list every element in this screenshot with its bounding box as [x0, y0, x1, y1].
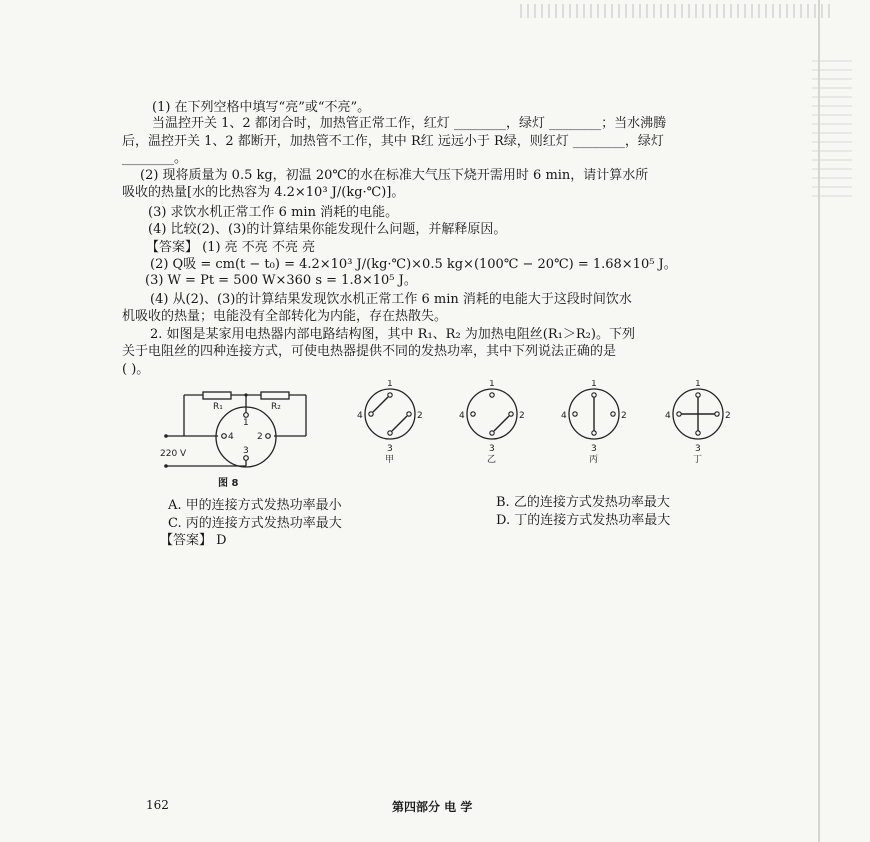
resistor-r2: [261, 392, 289, 399]
svg-text:4: 4: [561, 411, 567, 421]
svg-text:4: 4: [459, 411, 465, 421]
r2-label: R₂: [271, 402, 281, 412]
terminal-4-label: 4: [228, 432, 234, 442]
option-b: B. 乙的连接方式发热功率最大: [496, 495, 670, 510]
answer-final: 【答案】 D: [160, 533, 227, 548]
svg-text:1: 1: [489, 380, 495, 389]
answer-line: 机吸收的热量；电能没有全部转化为内能，存在热散失。: [122, 309, 448, 324]
option-c: C. 丙的连接方式发热功率最大: [168, 516, 342, 531]
r1-label: R₁: [213, 402, 223, 412]
svg-text:3: 3: [695, 444, 701, 454]
text-line: 当温控开关 1、2 都闭合时，加热管正常工作，红灯 ________，绿灯 ________；当水沸腾: [152, 116, 667, 131]
svg-text:2: 2: [417, 411, 423, 421]
circuit-diagram: [158, 380, 758, 490]
question-part-4: (4) 比较(2)、(3)的计算结果你能发现什么问题，并解释原因。: [148, 222, 507, 237]
svg-text:2: 2: [725, 411, 731, 421]
terminal-1-label: 1: [243, 418, 249, 428]
label-bing: 丙: [589, 455, 599, 465]
label-jia: 甲: [385, 455, 395, 465]
svg-text:3: 3: [489, 444, 495, 454]
page-edge: [818, 0, 820, 842]
question-2-stem: 2. 如图是某家用电热器内部电路结构图，其中 R₁、R₂ 为加热电阻丝(R₁＞R₂)。下列: [150, 327, 635, 342]
question-part-2: (2) 现将质量为 0.5 kg，初温 20℃的水在标准大气压下烧开需用时 6 min，请计算水所: [140, 168, 649, 183]
svg-text:2: 2: [621, 411, 627, 421]
svg-text:3: 3: [591, 444, 597, 454]
circuit-figure: [158, 380, 758, 490]
option-d: D. 丁的连接方式发热功率最大: [496, 513, 671, 528]
resistor-r1: [203, 392, 231, 399]
diagram-yi: [459, 380, 525, 465]
svg-text:2: 2: [519, 411, 525, 421]
scan-noise-top: [520, 4, 830, 18]
question-part-3: (3) 求饮水机正常工作 6 min 消耗的电能。: [148, 205, 399, 220]
answer-line: (4) 从(2)、(3)的计算结果发现饮水机正常工作 6 min 消耗的电能大于这段时间饮水: [150, 292, 632, 307]
label-yi: 乙: [487, 455, 497, 465]
text-line: ( )。: [122, 362, 150, 377]
figure-caption: 图 8: [218, 478, 239, 489]
svg-text:1: 1: [591, 380, 597, 389]
voltage-label: 220 V: [160, 449, 187, 459]
svg-text:1: 1: [695, 380, 701, 389]
svg-text:1: 1: [387, 380, 393, 389]
option-a: A. 甲的连接方式发热功率最小: [168, 498, 342, 513]
terminal-3-label: 3: [243, 446, 249, 456]
text-line: 关于电阻丝的四种连接方式，可使电热器提供不同的发热功率，其中下列说法正确的是: [122, 344, 617, 359]
diagram-ding: [665, 380, 731, 465]
diagram-jia: [357, 380, 423, 465]
text-line: 后，温控开关 1、2 都断开，加热管不工作，其中 R红 远远小于 R绿，则红灯 ________，绿灯: [122, 134, 664, 149]
answer-line: (3) W = Pt = 500 W×360 s = 1.8×10⁵ J。: [145, 273, 417, 288]
label-ding: 丁: [693, 455, 703, 465]
svg-text:3: 3: [387, 444, 393, 454]
section-title: 第四部分 电 学: [392, 800, 473, 814]
page-number: 162: [146, 798, 169, 812]
answer-line: (2) Q吸 = cm(t − t₀) = 4.2×10³ J/(kg·℃)×0.5 kg×(100℃ − 20℃) = 1.68×10⁵ J。: [150, 257, 677, 272]
svg-text:4: 4: [357, 411, 363, 421]
svg-text:4: 4: [665, 411, 671, 421]
terminal-2-label: 2: [257, 432, 263, 442]
switch-dial: [216, 407, 276, 467]
diagram-bing: [561, 380, 627, 465]
text-line: 吸收的热量[水的比热容为 4.2×10³ J/(kg·℃)]。: [122, 185, 405, 200]
question-part-1-prompt: (1) 在下列空格中填写“亮”或“不亮”。: [152, 100, 371, 115]
answer-heading: 【答案】 (1) 亮 不亮 不亮 亮: [146, 240, 316, 255]
text-line: ________。: [122, 151, 188, 166]
